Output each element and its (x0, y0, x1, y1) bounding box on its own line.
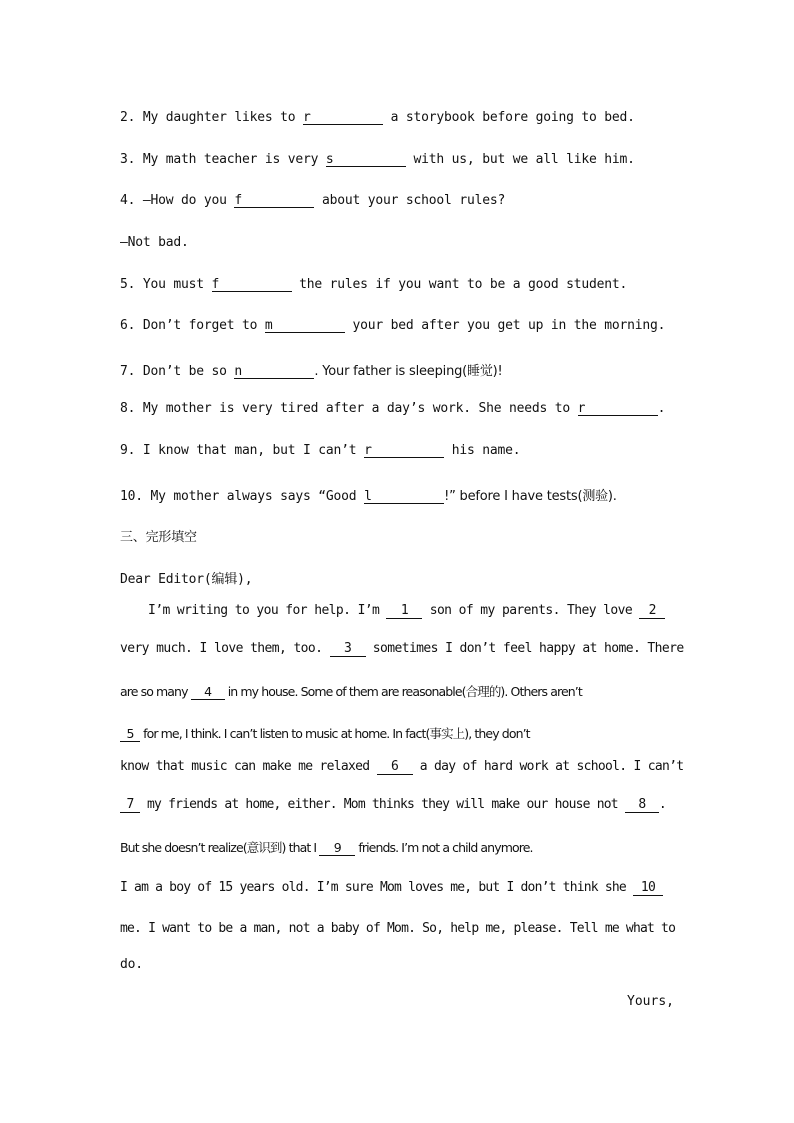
question-3: 3. My math teacher is very s with us, but we all like him. (120, 152, 635, 167)
passage-line: me. I want to be a man, not a baby of Mom. So, help me, please. Tell me what to (120, 921, 676, 936)
cloze-blank[interactable]: 3 (330, 641, 366, 657)
cloze-blank[interactable]: 8 (625, 797, 659, 813)
passage-line: are so many 4 in my house. Some of them are reasonable(合理的). Others aren’t (120, 684, 582, 699)
passage-line: do. (120, 957, 143, 972)
question-8: 8. My mother is very tired after a day’s work. She needs to r . (120, 401, 666, 416)
question-2: 2. My daughter likes to r a storybook before going to bed. (120, 110, 635, 125)
passage-line: very much. I love them, too. 3 sometimes I don’t feel happy at home. There (120, 641, 684, 656)
answer-blank[interactable]: r (578, 401, 658, 416)
passage-line: know that music can make me relaxed 6 a day of hard work at school. I can’t (120, 759, 684, 774)
answer-blank[interactable]: n (234, 364, 314, 379)
answer-blank[interactable]: f (234, 193, 314, 208)
question-9: 9. I know that man, but I can’t r his name. (120, 443, 521, 458)
passage-line: But she doesn’t realize(意识到) that I 9 friends. I’m not a child anymore. (120, 840, 533, 855)
salutation: Dear Editor(编辑), (120, 572, 253, 587)
question-5: 5. You must f the rules if you want to be a good student. (120, 277, 628, 292)
answer-blank[interactable]: r (364, 443, 444, 458)
passage-line: I’m writing to you for help. I’m 1 son of my parents. They love 2 (148, 603, 665, 619)
question-4: 4. —How do you f about your school rules? (120, 193, 506, 208)
question-4-answer: —Not bad. (120, 235, 189, 250)
cloze-blank[interactable]: 2 (639, 603, 665, 619)
cloze-blank[interactable]: 9 (319, 840, 355, 856)
cloze-blank[interactable]: 5 (120, 726, 140, 742)
passage-line: I am a boy of 15 years old. I’m sure Mom loves me, but I don’t think she 10 (120, 880, 663, 896)
answer-blank[interactable]: l (364, 489, 444, 504)
answer-blank[interactable]: r (303, 110, 383, 125)
section-title: 三、完形填空 (120, 530, 197, 545)
cloze-blank[interactable]: 4 (191, 684, 225, 700)
question-10: 10. My mother always says “Good l !” before I have tests(测验). (120, 489, 617, 504)
answer-blank[interactable]: s (326, 152, 406, 167)
question-7: 7. Don’t be so n . Your father is sleeping(睡觉)! (120, 364, 503, 379)
closing: Yours, (627, 994, 674, 1009)
question-6: 6. Don’t forget to m your bed after you get up in the morning. (120, 318, 666, 333)
answer-blank[interactable]: m (265, 318, 345, 333)
cloze-blank[interactable]: 10 (633, 880, 663, 896)
passage-line: 5 for me, I think. I can’t listen to music at home. In fact(事实上), they don’t (120, 724, 530, 742)
cloze-blank[interactable]: 7 (120, 797, 140, 813)
cloze-blank[interactable]: 1 (386, 603, 422, 619)
passage-line: 7 my friends at home, either. Mom thinks they will make our house not 8 . (120, 797, 666, 813)
cloze-blank[interactable]: 6 (377, 759, 413, 775)
answer-blank[interactable]: f (212, 277, 292, 292)
